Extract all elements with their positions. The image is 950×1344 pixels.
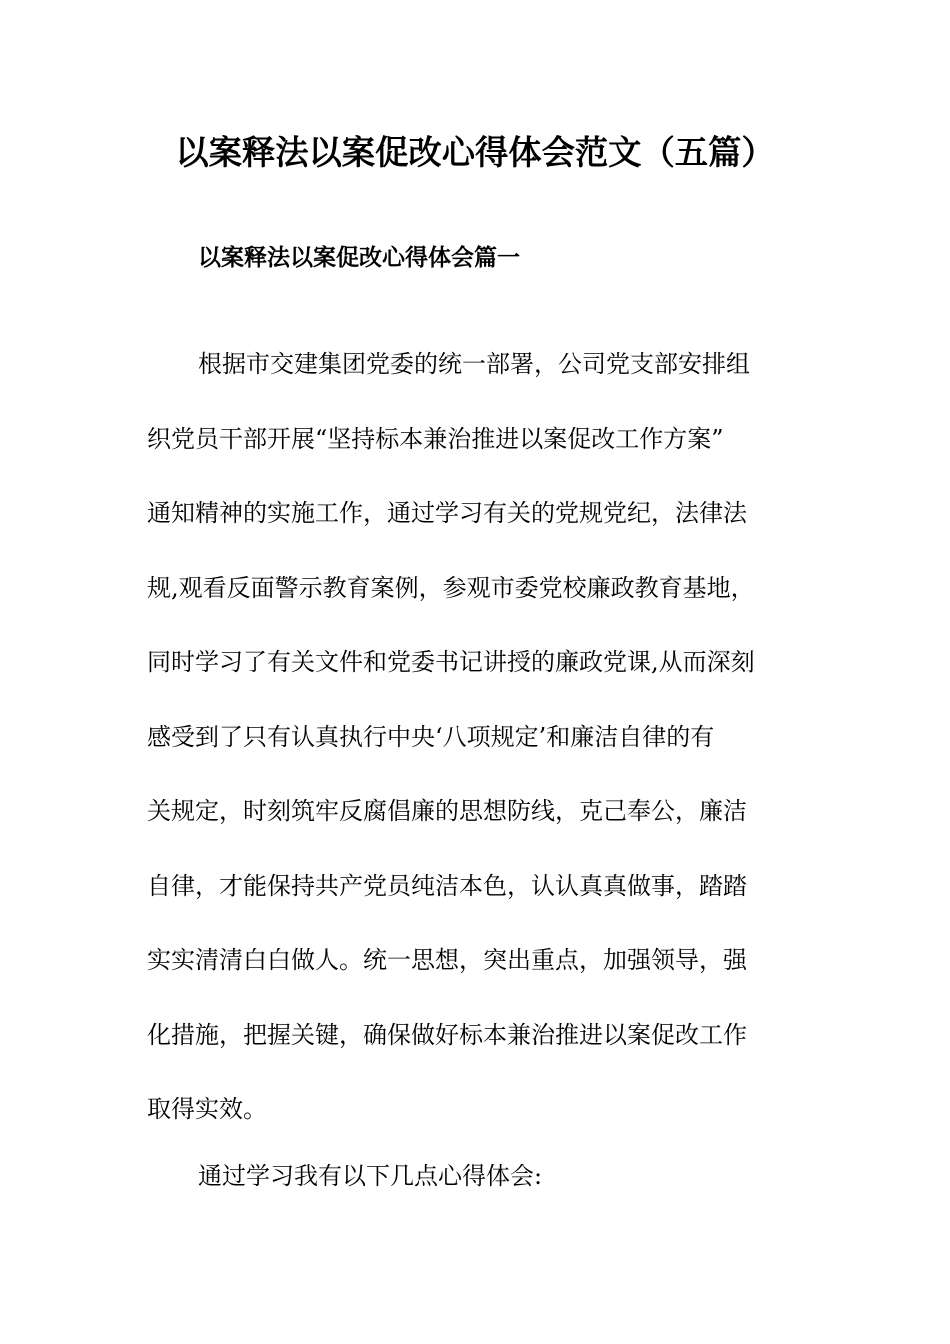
document-title: 以案释法以案促改心得体会范文（五篇）	[175, 133, 775, 172]
paragraph-line: 根据市交建集团党委的统一部署，公司党支部安排组	[198, 350, 750, 378]
paragraph-line: 规,观看反面警示教育案例，参观市委党校廉政教育基地，	[147, 574, 755, 602]
paragraph-line: 感受到了只有认真执行中央‘八项规定’和廉洁自律的有	[147, 723, 715, 751]
section-heading: 以案释法以案促改心得体会篇一	[198, 245, 520, 271]
paragraph-line: 织党员干部开展“坚持标本兼治推进以案促改工作方案”	[147, 425, 724, 453]
paragraph-line: 自律，才能保持共产党员纯洁本色，认认真真做事，踏踏	[147, 872, 747, 900]
paragraph-line: 通知精神的实施工作，通过学习有关的党规党纪，法律法	[147, 499, 747, 527]
paragraph-line: 通过学习我有以下几点心得体会:	[198, 1162, 543, 1190]
paragraph-line: 化措施，把握关键，确保做好标本兼治推进以案促改工作	[147, 1021, 747, 1049]
paragraph-line: 取得实效。	[147, 1095, 267, 1123]
paragraph-line: 关规定，时刻筑牢反腐倡廉的思想防线，克己奉公，廉洁	[147, 797, 747, 825]
paragraph-line: 实实清清白白做人。统一思想，突出重点，加强领导，强	[147, 946, 747, 974]
paragraph-line: 同时学习了有关文件和党委书记讲授的廉政党课,从而深刻	[147, 648, 755, 676]
